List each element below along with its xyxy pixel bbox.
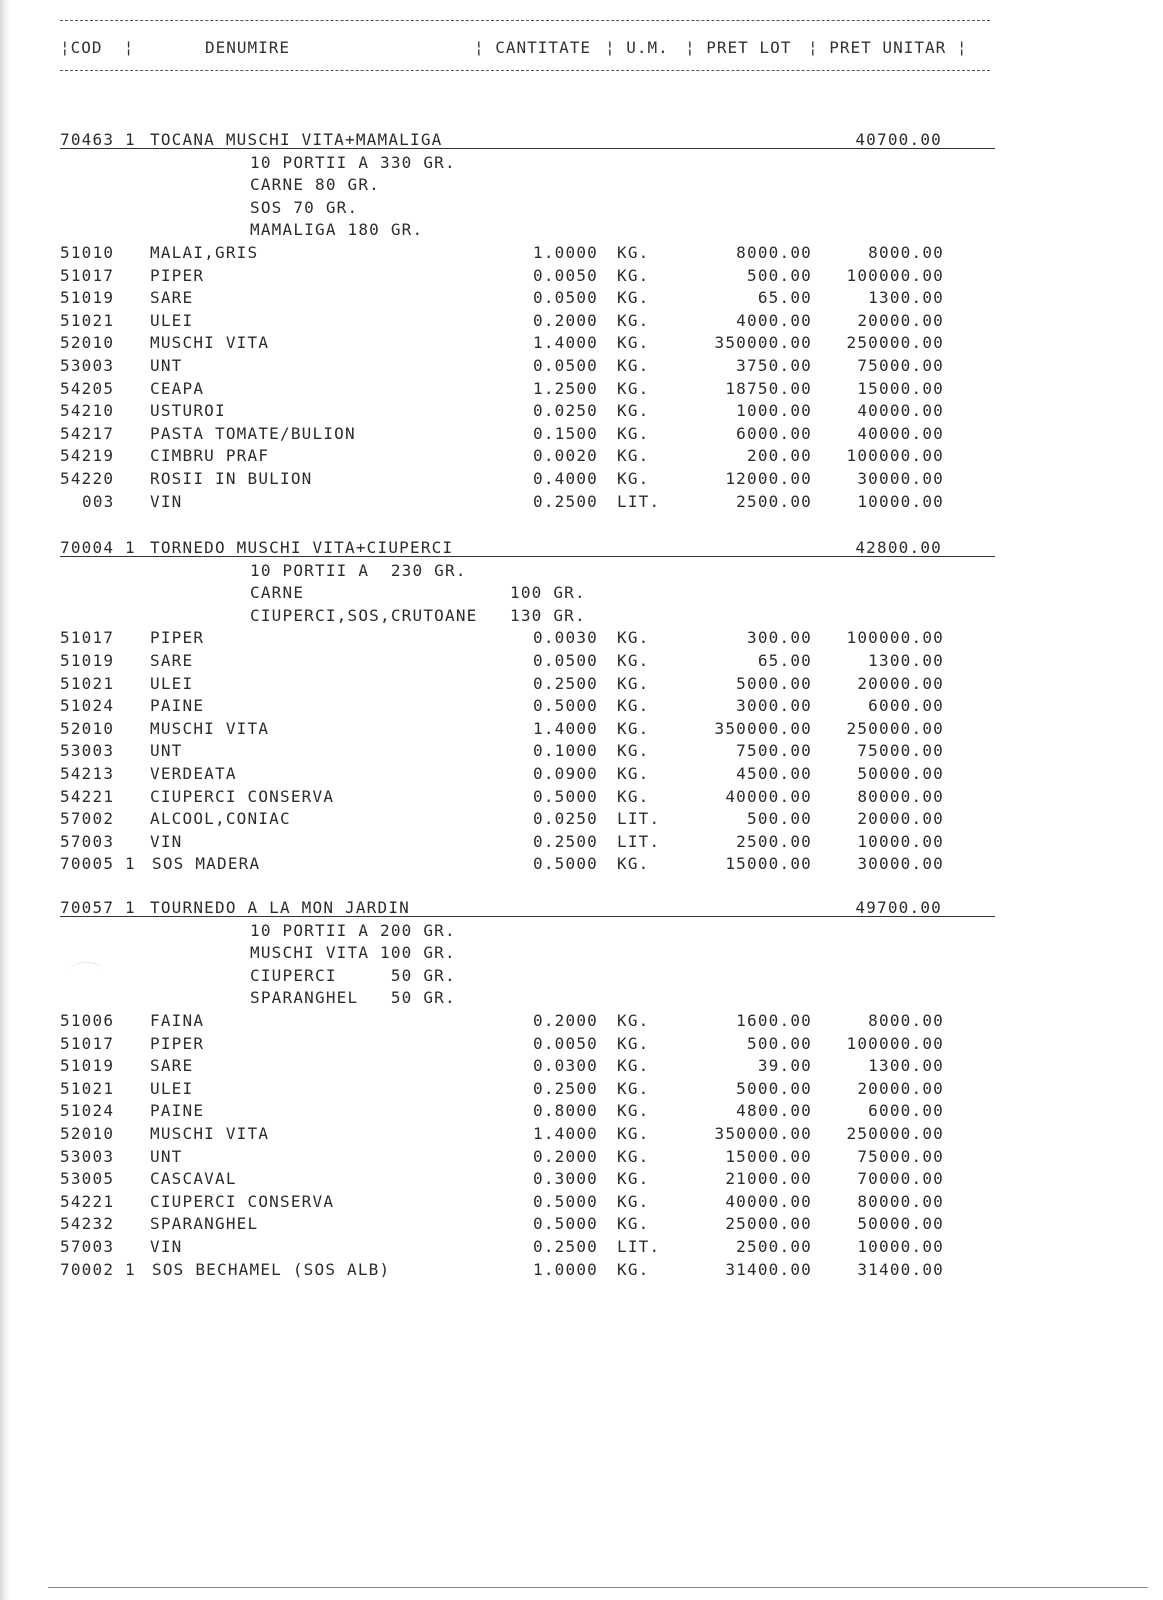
- cell-denumire: VIN: [150, 491, 183, 511]
- cell-pret-unitar: 30000.00: [857, 854, 944, 874]
- cell-um: KG.: [617, 1169, 650, 1189]
- portion-note: CIUPERCI 50 GR.: [250, 965, 456, 985]
- cell-pret-unitar: 1300.00: [868, 288, 944, 308]
- cell-pret-unitar: 10000.00: [857, 1237, 944, 1256]
- cell-cantitate: 0.3000: [533, 1169, 598, 1189]
- cell-denumire: PIPER: [150, 265, 205, 285]
- cell-cod: 51019: [60, 1056, 115, 1076]
- cell-cod: 52010: [60, 333, 115, 353]
- cell-denumire: SPARANGHEL: [150, 1214, 259, 1234]
- cell-um: KG.: [617, 265, 650, 285]
- cell-denumire: MUSCHI VITA: [150, 1124, 270, 1143]
- cell-um: KG.: [617, 423, 650, 443]
- cell-pret-lot: 4000.00: [736, 310, 812, 330]
- cell-cod: 54213: [60, 764, 115, 783]
- cell-cantitate: 0.2000: [533, 1011, 598, 1030]
- cell-cantitate: 0.2000: [533, 310, 598, 330]
- cell-cod: 51006: [60, 1011, 115, 1030]
- cell-denumire: PIPER: [150, 628, 205, 648]
- cell-denumire: SOS MADERA: [152, 854, 261, 874]
- cell-pret-lot: 6000.00: [736, 423, 812, 443]
- recipe-total: 40700.00: [855, 130, 942, 149]
- cell-pret-unitar: 1300.00: [868, 1056, 944, 1076]
- cell-denumire: CIUPERCI CONSERVA: [150, 786, 335, 806]
- cell-um: KG.: [617, 696, 650, 716]
- cell-pret-unitar: 50000.00: [857, 764, 944, 783]
- cell-um: KG.: [617, 1146, 650, 1166]
- cell-pret-lot: 2500.00: [736, 1237, 812, 1256]
- recipe-title: TOURNEDO A LA MON JARDIN: [150, 898, 410, 917]
- recipe-title-underline: [60, 916, 995, 917]
- cell-pret-unitar: 10000.00: [857, 831, 944, 851]
- cell-pret-lot: 200.00: [747, 446, 812, 466]
- header-cantitate: ¦ CANTITATE: [474, 38, 591, 57]
- cell-um: KG.: [617, 310, 650, 330]
- cell-cod: 54220: [60, 469, 115, 488]
- cell-um: KG.: [617, 288, 650, 308]
- cell-um: LIT.: [617, 831, 661, 851]
- cell-pret-lot: 5000.00: [736, 1078, 812, 1098]
- cell-pret-lot: 350000.00: [714, 333, 812, 353]
- cell-pret-lot: 2500.00: [736, 491, 812, 511]
- portion-note: MUSCHI VITA 100 GR.: [250, 943, 456, 963]
- cell-cantitate: 1.4000: [533, 1124, 598, 1143]
- cell-denumire: PASTA TOMATE/BULION: [150, 423, 356, 443]
- recipe-title-underline: [60, 148, 995, 149]
- cell-um: KG.: [617, 1033, 650, 1053]
- cell-pret-lot: 1000.00: [736, 401, 812, 421]
- page-bottom-rule: [48, 1587, 1148, 1588]
- cell-cantitate: 0.1000: [533, 741, 598, 761]
- cell-um: KG.: [617, 1011, 650, 1030]
- cell-um: KG.: [617, 1124, 650, 1143]
- cell-pret-unitar: 250000.00: [846, 1124, 944, 1143]
- cell-pret-unitar: 8000.00: [868, 243, 944, 262]
- header-um: ¦ U.M.: [605, 38, 669, 57]
- cell-pret-lot: 350000.00: [714, 718, 812, 738]
- cell-um: KG.: [617, 718, 650, 738]
- cell-cantitate: 1.4000: [533, 718, 598, 738]
- cell-denumire: CEAPA: [150, 378, 205, 398]
- cell-denumire: MALAI,GRIS: [150, 243, 259, 262]
- cell-pret-unitar: 50000.00: [857, 1214, 944, 1234]
- cell-cantitate: 0.0020: [533, 446, 598, 466]
- cell-pret-lot: 18750.00: [725, 378, 812, 398]
- cell-um: KG.: [617, 333, 650, 353]
- cell-cantitate: 0.0250: [533, 401, 598, 421]
- cell-pret-unitar: 250000.00: [846, 333, 944, 353]
- cell-cantitate: 0.5000: [533, 696, 598, 716]
- cell-um: KG.: [617, 401, 650, 421]
- cell-denumire: PIPER: [150, 1033, 205, 1053]
- cell-cod: 53003: [60, 356, 115, 375]
- cell-um: KG.: [617, 446, 650, 466]
- cell-cod: 51019: [60, 288, 115, 308]
- cell-pret-unitar: 70000.00: [857, 1169, 944, 1189]
- cell-cod: 51021: [60, 1078, 115, 1098]
- cell-um: KG.: [617, 1101, 650, 1121]
- header-pret-unitar: ¦ PRET UNITAR ¦: [808, 38, 968, 57]
- cell-pret-lot: 12000.00: [725, 469, 812, 488]
- cell-denumire: FAINA: [150, 1011, 205, 1030]
- cell-cod: 70005 1: [60, 854, 136, 874]
- cell-um: KG.: [617, 1078, 650, 1098]
- recipe-total: 42800.00: [855, 538, 942, 557]
- portion-note: CIUPERCI,SOS,CRUTOANE 130 GR.: [250, 605, 586, 625]
- recipe-code: 70463 1: [60, 130, 136, 149]
- cell-um: LIT.: [617, 809, 661, 829]
- cell-pret-unitar: 6000.00: [868, 696, 944, 716]
- cell-cod: 57003: [60, 1237, 115, 1256]
- cell-cod: 51024: [60, 696, 115, 716]
- cell-pret-lot: 3750.00: [736, 356, 812, 375]
- cell-pret-unitar: 75000.00: [857, 1146, 944, 1166]
- header-denumire: DENUMIRE: [205, 38, 291, 57]
- cell-denumire: VIN: [150, 1237, 183, 1256]
- cell-cantitate: 0.1500: [533, 423, 598, 443]
- cell-pret-unitar: 250000.00: [846, 718, 944, 738]
- cell-cantitate: 1.2500: [533, 378, 598, 398]
- cell-cod: 53003: [60, 1146, 115, 1166]
- cell-cod: 54210: [60, 401, 115, 421]
- cell-um: KG.: [617, 378, 650, 398]
- cell-um: KG.: [617, 786, 650, 806]
- cell-cantitate: 0.5000: [533, 854, 598, 874]
- cell-cantitate: 0.5000: [533, 1191, 598, 1211]
- cell-um: KG.: [617, 1056, 650, 1076]
- cell-denumire: MUSCHI VITA: [150, 333, 270, 353]
- cell-denumire: UNT: [150, 1146, 183, 1166]
- cell-pret-unitar: 15000.00: [857, 378, 944, 398]
- cell-um: KG.: [617, 243, 650, 262]
- cell-um: KG.: [617, 741, 650, 761]
- cell-pret-lot: 15000.00: [725, 854, 812, 874]
- recipe-code: 70057 1: [60, 898, 136, 917]
- recipe-total: 49700.00: [855, 898, 942, 917]
- cell-cantitate: 0.0030: [533, 628, 598, 648]
- cell-pret-unitar: 100000.00: [846, 446, 944, 466]
- cell-pret-lot: 300.00: [747, 628, 812, 648]
- portion-note: 10 PORTII A 330 GR.: [250, 152, 456, 172]
- cell-cod: 51017: [60, 628, 115, 648]
- cell-cod: 54221: [60, 786, 115, 806]
- cell-cantitate: 0.0300: [533, 1056, 598, 1076]
- cell-pret-unitar: 100000.00: [846, 1033, 944, 1053]
- portion-note: SOS 70 GR.: [250, 197, 359, 217]
- cell-denumire: VERDEATA: [150, 764, 237, 783]
- cell-pret-lot: 1600.00: [736, 1011, 812, 1030]
- cell-cantitate: 0.5000: [533, 1214, 598, 1234]
- cell-pret-unitar: 75000.00: [857, 741, 944, 761]
- cell-cantitate: 0.0250: [533, 809, 598, 829]
- recipe-title-underline: [60, 556, 995, 557]
- cell-pret-unitar: 31400.00: [857, 1259, 944, 1279]
- cell-cod: 53005: [60, 1169, 115, 1189]
- cell-pret-unitar: 8000.00: [868, 1011, 944, 1030]
- cell-um: KG.: [617, 854, 650, 874]
- cell-pret-lot: 65.00: [757, 651, 812, 670]
- scan-edge-shadow: [0, 0, 10, 1600]
- cell-pret-unitar: 6000.00: [868, 1101, 944, 1121]
- cell-denumire: SARE: [150, 288, 194, 308]
- header-cod: ¦COD ¦: [60, 38, 135, 57]
- cell-denumire: UNT: [150, 356, 183, 375]
- cell-pret-lot: 350000.00: [714, 1124, 812, 1143]
- cell-pret-unitar: 20000.00: [857, 310, 944, 330]
- cell-cantitate: 0.2500: [533, 1237, 598, 1256]
- cell-pret-lot: 5000.00: [736, 673, 812, 693]
- cell-cantitate: 0.0500: [533, 288, 598, 308]
- cell-denumire: CASCAVAL: [150, 1169, 237, 1189]
- cell-cantitate: 0.0050: [533, 1033, 598, 1053]
- cell-um: KG.: [617, 356, 650, 375]
- cell-cod: 51017: [60, 1033, 115, 1053]
- cell-cantitate: 0.5000: [533, 786, 598, 806]
- cell-pret-unitar: 1300.00: [868, 651, 944, 670]
- portion-note: 10 PORTII A 200 GR.: [250, 920, 456, 940]
- cell-cantitate: 0.8000: [533, 1101, 598, 1121]
- cell-pret-unitar: 40000.00: [857, 423, 944, 443]
- cell-cantitate: 1.4000: [533, 333, 598, 353]
- cell-um: KG.: [617, 1259, 650, 1279]
- cell-pret-lot: 4500.00: [736, 764, 812, 783]
- cell-denumire: VIN: [150, 831, 183, 851]
- cell-cod: 51019: [60, 651, 115, 670]
- cell-cantitate: 0.2500: [533, 1078, 598, 1098]
- cell-denumire: CIMBRU PRAF: [150, 446, 270, 466]
- cell-pret-lot: 21000.00: [725, 1169, 812, 1189]
- scan-smudge: [70, 962, 104, 979]
- cell-denumire: ULEI: [150, 673, 194, 693]
- cell-cantitate: 0.0500: [533, 356, 598, 375]
- cell-pret-lot: 39.00: [757, 1056, 812, 1076]
- cell-denumire: PAINE: [150, 696, 205, 716]
- cell-pret-lot: 25000.00: [725, 1214, 812, 1234]
- cell-pret-lot: 3000.00: [736, 696, 812, 716]
- cell-pret-unitar: 80000.00: [857, 1191, 944, 1211]
- cell-cod: 52010: [60, 718, 115, 738]
- cell-pret-unitar: 80000.00: [857, 786, 944, 806]
- cell-cod: 53003: [60, 741, 115, 761]
- cell-pret-unitar: 10000.00: [857, 491, 944, 511]
- cell-cantitate: 0.2500: [533, 673, 598, 693]
- cell-denumire: SOS BECHAMEL (SOS ALB): [152, 1259, 391, 1279]
- cell-pret-unitar: 40000.00: [857, 401, 944, 421]
- cell-um: KG.: [617, 764, 650, 783]
- cell-pret-lot: 40000.00: [725, 786, 812, 806]
- cell-cod: 54217: [60, 423, 115, 443]
- cell-pret-unitar: 100000.00: [846, 265, 944, 285]
- cell-pret-lot: 7500.00: [736, 741, 812, 761]
- cell-pret-lot: 8000.00: [736, 243, 812, 262]
- cell-cantitate: 1.0000: [533, 1259, 598, 1279]
- header-bottom-rule: [60, 70, 990, 71]
- cell-cod: 54219: [60, 446, 115, 466]
- cell-cantitate: 0.0500: [533, 651, 598, 670]
- portion-note: MAMALIGA 180 GR.: [250, 220, 424, 240]
- recipe-title: TORNEDO MUSCHI VITA+CIUPERCI: [150, 538, 454, 557]
- cell-denumire: ROSII IN BULION: [150, 469, 313, 488]
- cell-cod: 51021: [60, 673, 115, 693]
- cell-denumire: MUSCHI VITA: [150, 718, 270, 738]
- cell-pret-unitar: 100000.00: [846, 628, 944, 648]
- cell-cod: 54221: [60, 1191, 115, 1211]
- cell-cantitate: 0.2500: [533, 491, 598, 511]
- cell-pret-lot: 500.00: [747, 265, 812, 285]
- cell-um: KG.: [617, 651, 650, 670]
- portion-note: 10 PORTII A 230 GR.: [250, 560, 467, 580]
- cell-cantitate: 0.2000: [533, 1146, 598, 1166]
- cell-denumire: SARE: [150, 1056, 194, 1076]
- cell-cod: 51024: [60, 1101, 115, 1121]
- cell-denumire: ALCOOL,CONIAC: [150, 809, 291, 829]
- header-top-rule: [60, 20, 990, 21]
- cell-pret-unitar: 20000.00: [857, 1078, 944, 1098]
- cell-cod: 003: [82, 491, 115, 511]
- cell-um: KG.: [617, 1191, 650, 1211]
- cell-pret-lot: 4800.00: [736, 1101, 812, 1121]
- cell-cod: 70002 1: [60, 1259, 136, 1279]
- portion-note: CARNE 80 GR.: [250, 175, 380, 195]
- cell-cantitate: 0.0050: [533, 265, 598, 285]
- cell-cod: 57003: [60, 831, 115, 851]
- cell-cantitate: 1.0000: [533, 243, 598, 262]
- cell-pret-unitar: 30000.00: [857, 469, 944, 488]
- cell-denumire: UNT: [150, 741, 183, 761]
- portion-note: SPARANGHEL 50 GR.: [250, 988, 456, 1008]
- cell-um: KG.: [617, 673, 650, 693]
- cell-um: KG.: [617, 1214, 650, 1234]
- cell-pret-lot: 15000.00: [725, 1146, 812, 1166]
- cell-cantitate: 0.0900: [533, 764, 598, 783]
- cell-cod: 54232: [60, 1214, 115, 1234]
- cell-pret-lot: 2500.00: [736, 831, 812, 851]
- cell-pret-unitar: 20000.00: [857, 673, 944, 693]
- cell-um: LIT.: [617, 1237, 661, 1256]
- header-pret-lot: ¦ PRET LOT: [685, 38, 792, 57]
- cell-um: LIT.: [617, 491, 661, 511]
- recipe-code: 70004 1: [60, 538, 136, 557]
- cell-um: KG.: [617, 469, 650, 488]
- cell-cod: 57002: [60, 809, 115, 829]
- cell-denumire: SARE: [150, 651, 194, 670]
- cell-cantitate: 0.2500: [533, 831, 598, 851]
- cell-denumire: ULEI: [150, 1078, 194, 1098]
- cell-denumire: USTUROI: [150, 401, 226, 421]
- cell-cod: 51010: [60, 243, 115, 262]
- cell-pret-lot: 40000.00: [725, 1191, 812, 1211]
- cell-cod: 54205: [60, 378, 115, 398]
- cell-cod: 51021: [60, 310, 115, 330]
- portion-note: CARNE 100 GR.: [250, 583, 586, 603]
- recipe-title: TOCANA MUSCHI VITA+MAMALIGA: [150, 130, 443, 149]
- cell-pret-lot: 500.00: [747, 1033, 812, 1053]
- cell-cod: 52010: [60, 1124, 115, 1143]
- cell-um: KG.: [617, 628, 650, 648]
- cell-pret-lot: 31400.00: [725, 1259, 812, 1279]
- cell-denumire: PAINE: [150, 1101, 205, 1121]
- cell-cantitate: 0.4000: [533, 469, 598, 488]
- cell-denumire: ULEI: [150, 310, 194, 330]
- cell-cod: 51017: [60, 265, 115, 285]
- cell-pret-lot: 65.00: [757, 288, 812, 308]
- cell-pret-unitar: 75000.00: [857, 356, 944, 375]
- cell-pret-unitar: 20000.00: [857, 809, 944, 829]
- cell-denumire: CIUPERCI CONSERVA: [150, 1191, 335, 1211]
- cell-pret-lot: 500.00: [747, 809, 812, 829]
